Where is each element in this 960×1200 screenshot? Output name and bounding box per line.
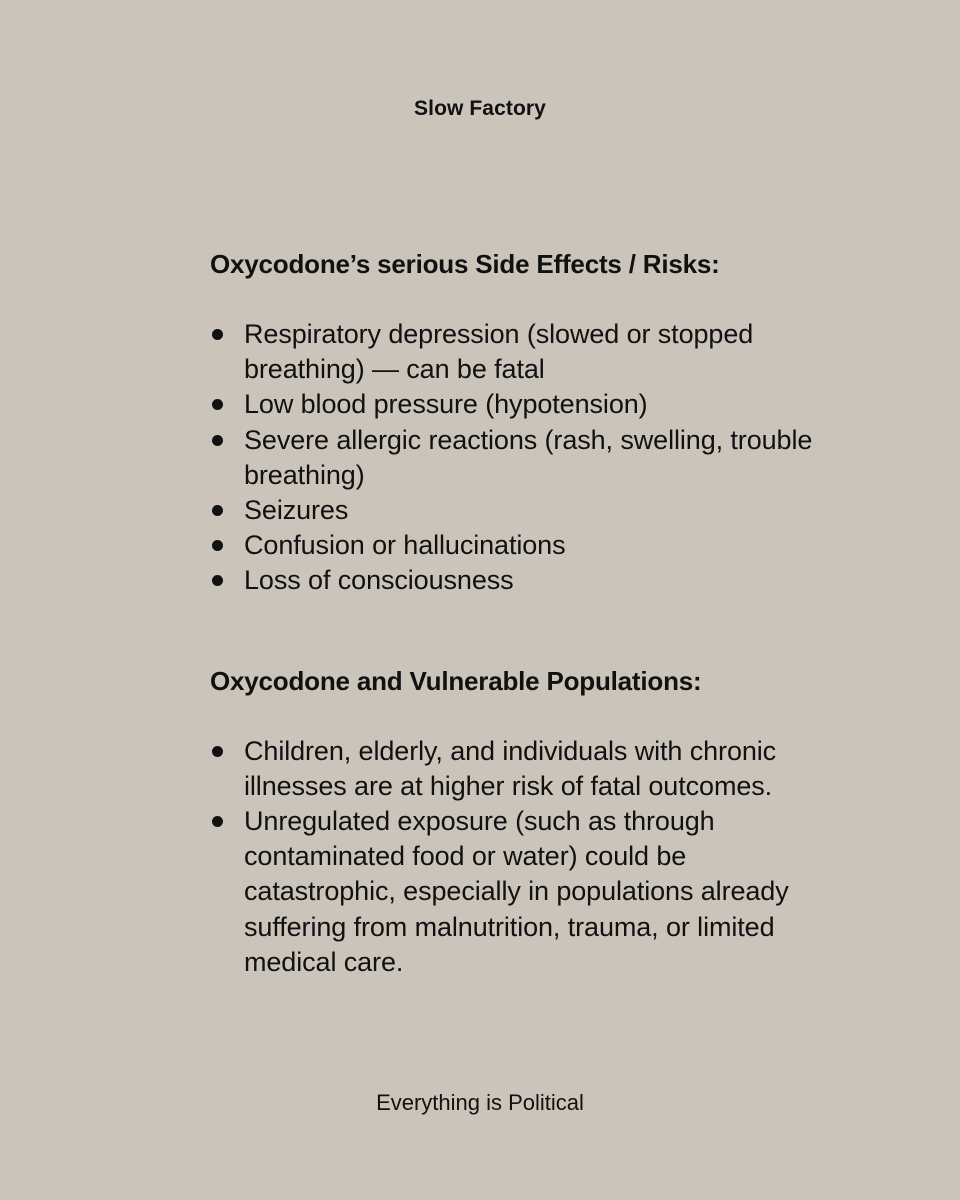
bullet-dot-icon [212,575,223,586]
list-item [210,423,830,493]
list-item [210,734,830,804]
bullet-dot-icon [212,505,223,516]
list-item-text: Seizures [244,495,349,526]
list-item-text: Confusion or hallucinations [244,530,566,561]
bullet-dot-icon [212,399,223,410]
side-effects-section [210,246,830,599]
list-item [210,563,830,598]
vulnerable-populations-list [210,734,830,980]
vulnerable-populations-heading: Oxycodone and Vulnerable Populations: [210,665,702,696]
bullet-dot-icon [212,540,223,551]
list-item [210,528,830,563]
bullet-dot-icon [212,816,223,827]
list-item [210,804,830,980]
list-item-text: Respiratory depression (slowed or stopped breathing) — can be fatal [244,319,754,385]
list-item-text: Children, elderly, and individuals with chronic illnesses are at higher risk of fatal outcomes. [244,735,777,801]
list-item-text: Severe allergic reactions (rash, swelling, trouble breathing) [244,424,813,490]
list-item [210,317,830,387]
bullet-dot-icon [212,329,223,340]
footer-tagline: Everything is Political [376,1090,584,1115]
main-content [210,246,830,980]
list-item-text: Loss of consciousness [244,565,514,596]
bullet-dot-icon [212,746,223,757]
side-effects-list [210,317,830,599]
list-item-text: Unregulated exposure (such as through contaminated food or water) could be catastrophic, especially in populations already suffering from malnutrition, trauma, or limited medical care. [244,806,789,977]
list-item [210,387,830,422]
bullet-dot-icon [212,435,223,446]
list-item [210,493,830,528]
side-effects-heading: Oxycodone’s serious Side Effects / Risks: [210,249,720,279]
vulnerable-populations-section [210,663,830,980]
brand-title: Slow Factory [414,97,546,120]
list-item-text: Low blood pressure (hypotension) [244,389,648,420]
